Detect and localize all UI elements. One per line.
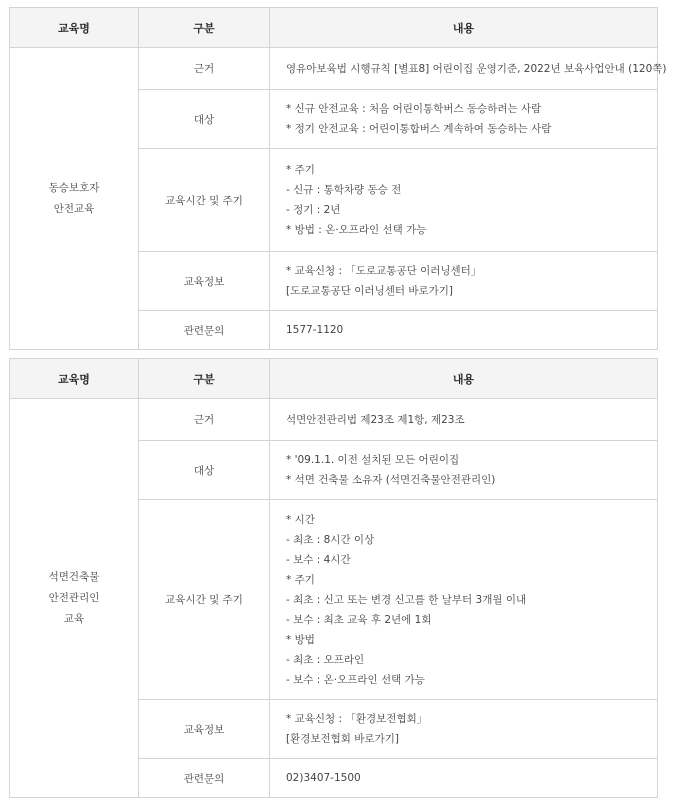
content-line: * 정기 안전교육 : 어린이통합버스 계속하여 동승하는 사람 [286,123,552,135]
row-content [270,311,658,350]
row-label: 근거 [139,399,270,441]
row-label: 관련문의 [139,759,270,798]
row-content [270,252,658,311]
environment-association-link[interactable]: [환경보전협회 바로가기] [286,733,399,745]
content-line: * 방법 [286,633,315,646]
content-line: - 최초 : 8시간 이상 [286,533,375,546]
education-name-line: 안전관리인 [48,591,100,604]
content-line: 영유아보육법 시행규칙 [별표8] 어린이집 운영기준, 2022년 보육사업안내 (120쪽) [286,62,667,75]
content-line: * 주기 [286,573,315,586]
education-name-line: 석면건축물 [48,570,100,583]
education-table-2 [9,358,658,798]
elearning-center-link[interactable]: [도로교통공단 이러닝센터 바로가기] [286,285,454,297]
content-line: * '09.1.1. 이전 설치된 모든 어린이집 [286,454,460,466]
education-name-line: 교육 [63,612,85,625]
row-content [270,700,658,759]
table-header-row [10,8,658,48]
row-content [270,441,658,500]
education-name-cell [10,48,139,350]
row-content [270,399,658,441]
row-label: 교육시간 및 주기 [139,500,270,700]
header-category: 구분 [139,359,270,399]
row-label: 교육시간 및 주기 [139,149,270,252]
education-name-line: 동승보호자 [48,181,100,194]
header-education-name: 교육명 [10,8,139,48]
education-table-1 [9,7,667,350]
row-content [270,90,658,149]
content-line: * 주기 [286,164,315,176]
header-category: 구분 [139,8,270,48]
row-label: 관련문의 [139,311,270,350]
header-content: 내용 [270,359,658,399]
table-row [10,399,658,441]
table-header-row [10,359,658,399]
row-label: 교육정보 [139,700,270,759]
content-line: * 방법 : 온·오프라인 선택 가능 [286,224,427,236]
row-content [270,500,658,700]
content-line: - 최초 : 신고 또는 변경 신고를 한 날부터 3개월 이내 [286,593,527,606]
content-line: * 신규 안전교육 : 처음 어린이통학버스 동승하려는 사람 [286,103,542,115]
content-line: - 정기 : 2년 [286,204,341,216]
contact-number: 02)3407-1500 [286,772,361,784]
content-line: * 교육신청 : 「환경보전협회」 [286,713,428,725]
row-content [270,759,658,798]
content-line: - 보수 : 4시간 [286,553,351,566]
row-content [270,149,658,252]
content-line: 석면안전관리법 제23조 제1항, 제23조 [286,413,465,426]
content-line: * 석면 건축물 소유자 (석면건축물안전관리인) [286,474,496,486]
row-content [270,48,667,90]
table-row [10,48,658,90]
row-label: 대상 [139,90,270,149]
row-label: 교육정보 [139,252,270,311]
content-line: - 신규 : 통학차량 동승 전 [286,184,402,196]
header-content: 내용 [270,8,658,48]
content-line: - 보수 : 온·오프라인 선택 가능 [286,673,425,686]
content-line: * 교육신청 : 「도로교통공단 이러닝센터」 [286,265,482,277]
content-line: - 최초 : 오프라인 [286,653,365,666]
education-name-line: 안전교육 [53,202,95,215]
row-label: 근거 [139,48,270,90]
row-label: 대상 [139,441,270,500]
content-line: - 보수 : 최초 교육 후 2년에 1회 [286,613,432,626]
education-name-cell [10,399,139,798]
header-education-name: 교육명 [10,359,139,399]
contact-number: 1577-1120 [286,324,344,336]
content-line: * 시간 [286,513,315,526]
